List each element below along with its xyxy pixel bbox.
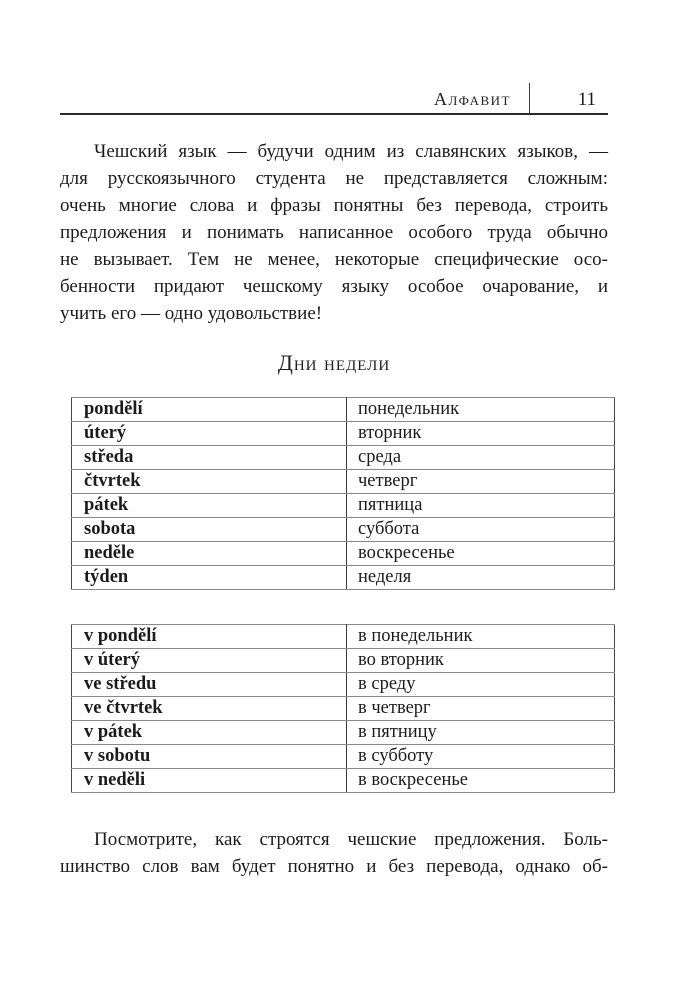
paragraph-line: очень многие слова и фразы понятны без перевода, строить xyxy=(60,195,608,216)
russian-translation: в понедельник xyxy=(347,625,615,649)
paragraph-line: бенности придают чешскому языку особое очарование, и xyxy=(60,276,608,297)
table-row xyxy=(72,721,615,745)
russian-translation: среда xyxy=(347,446,615,470)
paragraph-line: Чешский язык — будучи одним из славянских языков, — xyxy=(94,141,608,162)
paragraph-line: предложения и понимать написанное особого труда обычно xyxy=(60,222,608,243)
czech-term: čtvrtek xyxy=(72,470,347,494)
table-row xyxy=(72,422,615,446)
russian-translation: вторник xyxy=(347,422,615,446)
czech-term: pondělí xyxy=(72,398,347,422)
czech-term: úterý xyxy=(72,422,347,446)
table-row xyxy=(72,518,615,542)
russian-translation: понедельник xyxy=(347,398,615,422)
table-row xyxy=(72,494,615,518)
czech-term: v neděli xyxy=(72,769,347,793)
table-row xyxy=(72,542,615,566)
czech-term: týden xyxy=(72,566,347,590)
russian-translation: во вторник xyxy=(347,649,615,673)
czech-term: středa xyxy=(72,446,347,470)
table-row xyxy=(72,446,615,470)
days-of-week-table xyxy=(71,397,615,590)
russian-translation: в воскресенье xyxy=(347,769,615,793)
page-number: 11 xyxy=(577,89,596,110)
table-row xyxy=(72,769,615,793)
russian-translation: неделя xyxy=(347,566,615,590)
table-row xyxy=(72,697,615,721)
czech-term: v pátek xyxy=(72,721,347,745)
section-heading: Дни недели xyxy=(277,350,391,375)
table-row xyxy=(72,566,615,590)
table-row xyxy=(72,673,615,697)
czech-term: pátek xyxy=(72,494,347,518)
russian-translation: в среду xyxy=(347,673,615,697)
intro-paragraph xyxy=(60,138,608,327)
czech-term: ve čtvrtek xyxy=(72,697,347,721)
russian-translation: воскресенье xyxy=(347,542,615,566)
czech-term: v úterý xyxy=(72,649,347,673)
russian-translation: суббота xyxy=(347,518,615,542)
russian-translation: пятница xyxy=(347,494,615,518)
czech-term: sobota xyxy=(72,518,347,542)
russian-translation: в субботу xyxy=(347,745,615,769)
russian-translation: в четверг xyxy=(347,697,615,721)
page-header xyxy=(60,83,608,115)
table-row xyxy=(72,625,615,649)
closing-paragraph xyxy=(60,826,608,880)
day-phrases-table xyxy=(71,624,615,793)
paragraph-line: для русскоязычного студента не представляется сложным: xyxy=(60,168,608,189)
paragraph-line: Посмотрите, как строятся чешские предложения. Боль- xyxy=(94,829,608,850)
czech-term: v pondělí xyxy=(72,625,347,649)
czech-term: v sobotu xyxy=(72,745,347,769)
running-head-title: Алфавит xyxy=(434,89,511,109)
paragraph-line: не вызывает. Тем не менее, некоторые специфические осо- xyxy=(60,249,608,270)
russian-translation: в пятницу xyxy=(347,721,615,745)
table-row xyxy=(72,398,615,422)
russian-translation: четверг xyxy=(347,470,615,494)
paragraph-line: шинство слов вам будет понятно и без перевода, однако об- xyxy=(60,856,608,877)
czech-term: ve středu xyxy=(72,673,347,697)
table-row xyxy=(72,649,615,673)
paragraph-line: учить его — одно удовольствие! xyxy=(60,303,323,324)
czech-term: neděle xyxy=(72,542,347,566)
table-row xyxy=(72,470,615,494)
table-row xyxy=(72,745,615,769)
